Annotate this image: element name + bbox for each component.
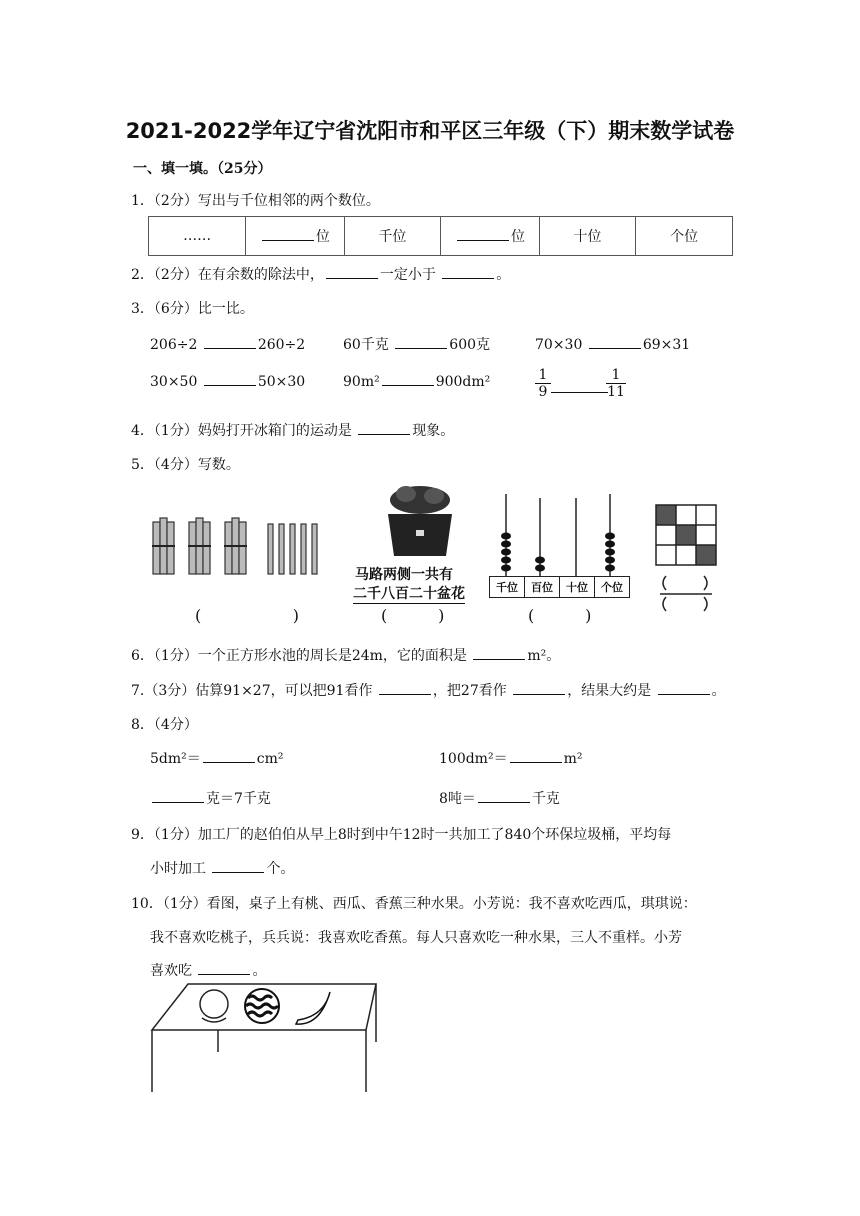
conversion-2: 100dm²＝ m² <box>439 748 582 768</box>
cell-ellipsis: …… <box>149 217 246 256</box>
write-number-illustration <box>148 484 720 630</box>
banana-icon <box>296 992 330 1024</box>
compare-row-1a: 206÷2 260÷2 <box>150 334 305 353</box>
question-3: 3．（6分）比一比。 <box>131 301 254 317</box>
cell-blank-2: 位 <box>441 217 539 256</box>
question-2: 2．（2分）在有余数的除法中， 一定小于 。 <box>131 264 510 284</box>
question-4: 4．（1分）妈妈打开冰箱门的运动是 现象。 <box>131 420 454 440</box>
compare-row-2b: 90m² 900dm² <box>343 371 490 390</box>
compare-row-1c: 70×30 69×31 <box>535 334 690 353</box>
question-9-line1: 9．（1分）加工厂的赵伯伯从早上8时到中午12时一共加工了840个环保垃圾桶，平均每 <box>131 827 672 843</box>
label-tens: 十位 <box>560 577 595 597</box>
cell-thousands: 千位 <box>344 217 441 256</box>
question-10-line2: 我不喜欢吃桃子，兵兵说：我喜欢吃香蕉。每人只喜欢吃一种水果，三人不重样。小芳 <box>150 930 682 946</box>
flower-pot-icon <box>380 484 460 560</box>
question-1: 1．（2分）写出与千位相邻的两个数位。 <box>131 193 380 209</box>
question-9-line2: 小时加工 个。 <box>150 858 294 878</box>
grid-square-icon <box>655 504 719 568</box>
conversion-3: 克＝7千克 <box>150 788 271 808</box>
cell-tens: 十位 <box>539 217 636 256</box>
compare-blank-frac <box>551 392 608 393</box>
answer-paren-1: ( ) <box>195 606 300 625</box>
fraction-parens-icon <box>656 574 716 614</box>
answer-paren-3: ( ) <box>528 606 592 625</box>
question-10-line1: 10．（1分）看图，桌子上有桃、西瓜、香蕉三种水果。小芳说：我不喜欢吃西瓜，琪琪说： <box>131 896 697 912</box>
question-5: 5．（4分）写数。 <box>131 457 240 473</box>
question-8: 8．（4分） <box>131 717 198 733</box>
place-value-table <box>148 216 733 256</box>
question-10-line3: 喜欢吃 。 <box>150 960 266 980</box>
watermelon-icon <box>245 989 279 1023</box>
fraction-1-9: $\frac{1}{9}$ <box>535 367 551 400</box>
flower-caption-line1: 马路两侧一共有 <box>355 567 453 583</box>
label-hundreds: 百位 <box>525 577 560 597</box>
conversion-4: 8吨＝ 千克 <box>439 788 560 808</box>
fruit-table-icon <box>148 982 378 1102</box>
compare-row-1b: 60千克 600克 <box>343 334 490 354</box>
page-title: 2021-2022学年辽宁省沈阳市和平区三年级（下）期末数学试卷 <box>125 119 735 143</box>
flower-caption-line2: 二千八百二十盆花 <box>353 583 465 604</box>
abacus-label-box <box>489 576 630 598</box>
fraction-1-11: $\frac{1}{11}$ <box>607 367 625 400</box>
label-thousands: 千位 <box>490 577 525 597</box>
cell-ones: 个位 <box>636 217 733 256</box>
section-heading: 一、填一填。（25分） <box>133 161 272 177</box>
answer-paren-2: ( ) <box>381 606 445 625</box>
question-7: 7.（3分）估算91×27，可以把91看作 ，把27看作 ，结果大约是 。 <box>131 680 726 700</box>
conversion-1: 5dm²＝ cm² <box>150 748 284 768</box>
question-6: 6．（1分）一个正方形水池的周长是24m，它的面积是 m²。 <box>131 645 560 665</box>
compare-row-2a: 30×50 50×30 <box>150 371 305 390</box>
label-ones: 个位 <box>601 581 623 594</box>
cell-blank-1: 位 <box>246 217 344 256</box>
